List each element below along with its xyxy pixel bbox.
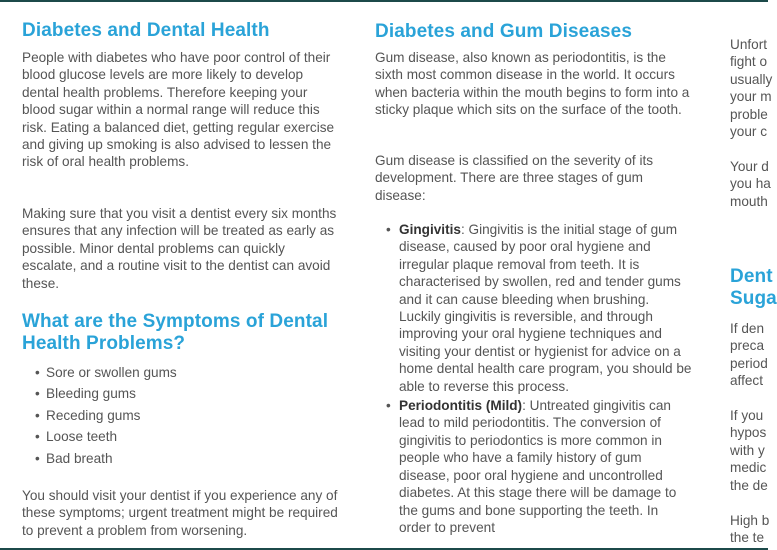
text-line: with y (730, 442, 765, 458)
stage-term: Gingivitis (399, 222, 461, 237)
stage-text: : Gingivitis is the initial stage of gum disease, caused by poor oral hygiene and irregular plaque removal from teeth. It is characterised by swollen, red and tender gums and it can cause bleeding when brushing. Luckily gingivitis is reversible, and through improving your oral hygiene techniques and visiting your dentist or hygienist for advice on a home dental health care program, you should be able to reverse this process. (399, 222, 692, 394)
column-dental-health (22, 0, 340, 550)
list-item: • Bad breath (22, 448, 340, 469)
text-line: the de (730, 477, 768, 493)
stage-text: : Untreated gingivitis can lead to mild periodontitis. The conversion of gingivitis to periodontics is more common in people who have a family history of gum disease, poor oral hygiene and uncontrolled diabetes. At this stage there will be damage to the gums and bone supporting the teeth. In order to prevent (399, 398, 677, 535)
text-line: usually (730, 71, 773, 87)
text-line: If den (730, 321, 765, 336)
text-line: period (730, 355, 768, 371)
stage-term: Periodontitis (Mild) (399, 398, 523, 414)
text-line: preca (730, 338, 765, 354)
text-line: hypos (730, 425, 767, 441)
stages-list (375, 221, 693, 538)
paragraph-cutoff-1 (730, 36, 773, 140)
paragraph-cutoff-4 (730, 407, 768, 494)
paragraph-dentist-visit: Making sure that you visit a dentist every six months ensures that any infection will be treated as early as possible. Minor dental problems can quickly escalate, and a routine visit to the dentist can avoid these. (22, 206, 337, 291)
text-line: High b (730, 513, 770, 528)
text-line: fight o (730, 54, 768, 70)
heading-line: Suga (730, 288, 777, 309)
text-line: your c (730, 124, 768, 140)
text-line: mouth (730, 193, 768, 209)
text-line: Your d (730, 159, 769, 174)
heading-symptoms: What are the Symptoms of Dental Health Problems? (22, 311, 329, 354)
column-cutoff (730, 0, 777, 550)
text-line: affect (730, 373, 764, 389)
paragraph-intro: People with diabetes who have poor control of their blood glucose levels are more likely to develop dental health problems. Therefore keeping your blood sugar within a normal range will reduce this risk. Eating a balanced diet, getting regular exercise and giving up smoking is also advised to lessen the risk of oral health problems. (22, 50, 335, 170)
paragraph-cutoff-2 (730, 158, 771, 210)
heading-cutoff (730, 266, 777, 310)
text-line: your m (730, 89, 772, 105)
text-line: medic (730, 460, 767, 476)
heading-diabetes-gum-diseases: Diabetes and Gum Diseases (375, 21, 632, 42)
text-line: you ha (730, 176, 771, 192)
list-item: • Sore or swollen gums (22, 362, 340, 383)
symptoms-list (22, 362, 340, 469)
text-line: proble (730, 106, 768, 122)
text-line: the te (730, 530, 765, 546)
list-item: • Loose teeth (22, 426, 340, 447)
text-line: Unfort (730, 37, 768, 52)
paragraph-stages-intro: Gum disease is classified on the severity of its development. There are three stages of gum disease: (375, 153, 654, 203)
list-item-gingivitis (375, 221, 693, 395)
column-gum-diseases (375, 0, 693, 550)
list-item-periodontitis-mild (375, 397, 693, 536)
heading-line: Dent (730, 266, 773, 287)
paragraph-cutoff-5 (730, 512, 768, 547)
heading-diabetes-dental-health: Diabetes and Dental Health (22, 20, 270, 41)
paragraph-cutoff-3 (730, 320, 768, 390)
text-line: If you (730, 408, 764, 423)
paragraph-gum-disease-intro: Gum disease, also known as periodontitis, is the sixth most common disease in the world. It occurs when bacteria within the mouth begins to form into a sticky plaque which sits on the surface of the tooth. (375, 50, 690, 118)
list-item: • Receding gums (22, 405, 340, 426)
list-item: • Bleeding gums (22, 383, 340, 404)
paragraph-visit-dentist: You should visit your dentist if you experience any of these symptoms; urgent treatment might be required to prevent a problem from worsening. (22, 488, 338, 538)
